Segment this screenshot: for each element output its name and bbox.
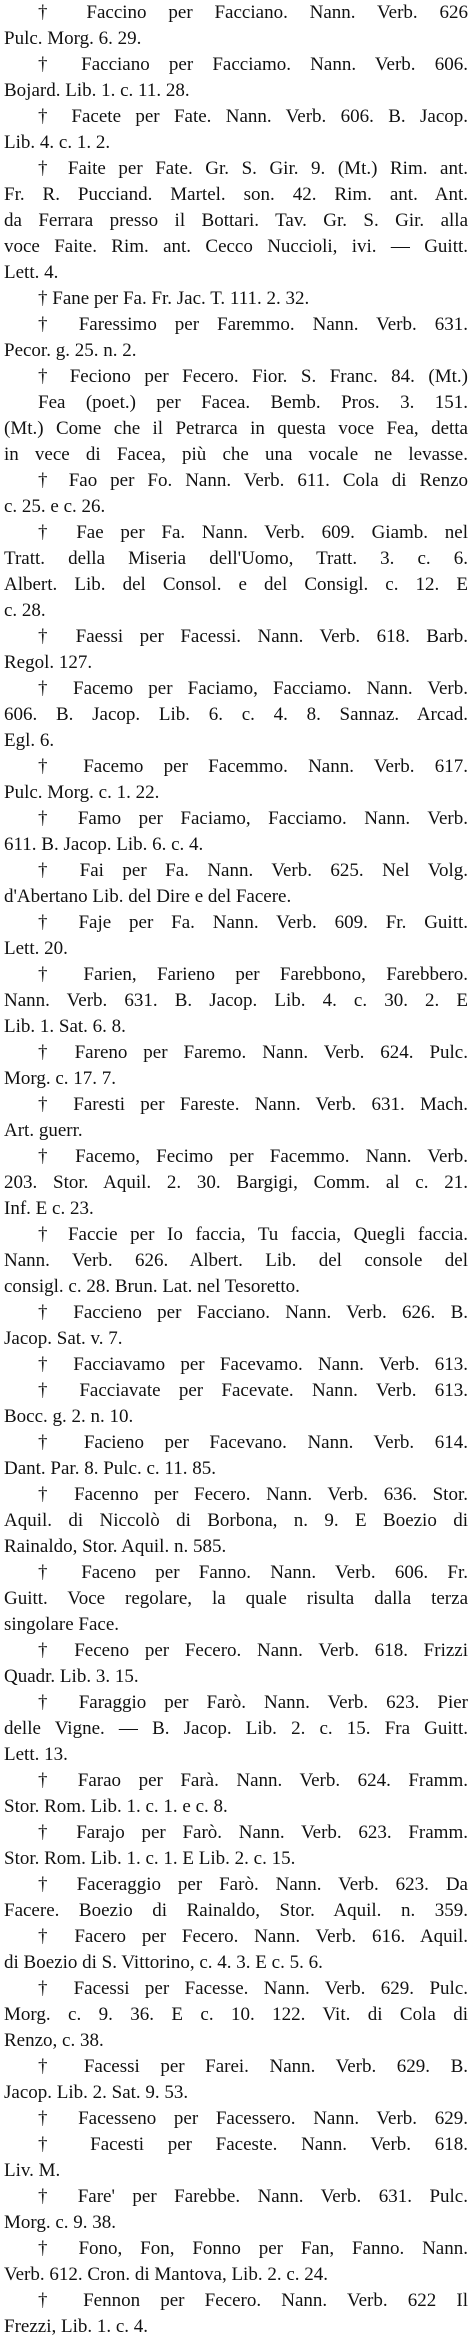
text-line: † Faressimo per Faremmo. Nann. Verb. 631. bbox=[38, 314, 468, 335]
text-line: † Faje per Fa. Nann. Verb. 609. Fr. Guitt. bbox=[38, 912, 468, 933]
text-line: Lib. 4. c. 1. 2. bbox=[4, 132, 111, 153]
text-line: † Fane per Fa. Fr. Jac. T. 111. 2. 32. bbox=[38, 288, 310, 309]
text-line: † Faccino per Facciano. Nann. Verb. 626 bbox=[38, 2, 468, 23]
text-line: Morg. c. 9. 36. E c. 10. 122. Vit. di Cola di bbox=[4, 2004, 468, 2025]
text-line: † Facesseno per Facessero. Nann. Verb. 629. bbox=[38, 2108, 468, 2129]
text-line: † Facessi per Farei. Nann. Verb. 629. B. bbox=[38, 2056, 468, 2077]
text-line: † Facesti per Faceste. Nann. Verb. 618. bbox=[38, 2134, 468, 2155]
text-line: Quadr. Lib. 3. 15. bbox=[4, 1666, 139, 1687]
text-line: 606. B. Jacop. Lib. 6. c. 4. 8. Sannaz. Arcad. bbox=[4, 704, 468, 725]
text-line: d'Abertano Lib. del Dire e del Facere. bbox=[4, 886, 292, 907]
text-line: Stor. Rom. Lib. 1. c. 1. e c. 8. bbox=[4, 1796, 228, 1817]
text-line: † Facciavate per Facevate. Nann. Verb. 613. bbox=[38, 1380, 468, 1401]
text-line: Bojard. Lib. 1. c. 11. 28. bbox=[4, 80, 190, 101]
text-line: Egl. 6. bbox=[4, 730, 55, 751]
text-line: Albert. Lib. del Consol. e del Consigl. c. 12. E bbox=[4, 574, 468, 595]
text-line: † Facenno per Fecero. Nann. Verb. 636. Stor. bbox=[38, 1484, 468, 1505]
text-line: 611. B. Jacop. Lib. 6. c. 4. bbox=[4, 834, 204, 855]
text-line: Facere. Boezio di Rainaldo, Stor. Aquil. n. 359. bbox=[4, 1900, 468, 1921]
text-line: Lib. 1. Sat. 6. 8. bbox=[4, 1016, 126, 1037]
text-line: singolare Face. bbox=[4, 1614, 120, 1635]
text-line: in vece di Facea, più che una vocale ne levasse. bbox=[4, 444, 468, 465]
text-line: † Facciano per Facciamo. Nann. Verb. 606. bbox=[38, 54, 468, 75]
text-line: † Faceraggio per Farò. Nann. Verb. 623. Da bbox=[38, 1874, 468, 1895]
text-line: Art. guerr. bbox=[4, 1120, 83, 1141]
text-line: Pulc. Morg. 6. 29. bbox=[4, 28, 142, 49]
text-line: Tratt. della Miseria dell'Uomo, Tratt. 3. c. 6. bbox=[4, 548, 468, 569]
text-line: † Farien, Farieno per Farebbono, Farebbero. bbox=[38, 964, 468, 985]
text-line: Jacop. Lib. 2. Sat. 9. 53. bbox=[4, 2082, 189, 2103]
text-line: † Facemo, Fecimo per Facemmo. Nann. Verb. bbox=[38, 1146, 468, 1167]
text-line: Rainaldo, Stor. Aquil. n. 585. bbox=[4, 1536, 227, 1557]
text-line: Bocc. g. 2. n. 10. bbox=[4, 1406, 134, 1427]
text-line: Aquil. di Niccolò di Borbona, n. 9. E Boezio di bbox=[4, 1510, 468, 1531]
text-line: † Faessi per Facessi. Nann. Verb. 618. Barb. bbox=[38, 626, 468, 647]
text-line: voce Faite. Rim. ant. Cecco Nuccioli, ivi. — Guitt. bbox=[4, 236, 468, 257]
text-line: † Feciono per Fecero. Fior. S. Franc. 84. (Mt.) bbox=[38, 366, 468, 387]
text-line: † Faccieno per Facciano. Nann. Verb. 626. B. bbox=[38, 1302, 468, 1323]
text-line: Lett. 4. bbox=[4, 262, 59, 283]
text-column bbox=[4, 0, 468, 2340]
text-line: consigl. c. 28. Brun. Lat. nel Tesoretto. bbox=[4, 1276, 300, 1297]
text-line: c. 25. e c. 26. bbox=[4, 496, 106, 517]
text-line: Pecor. g. 25. n. 2. bbox=[4, 340, 137, 361]
text-line: † Fao per Fo. Nann. Verb. 611. Cola di Renzo bbox=[38, 470, 468, 491]
text-line: 203. Stor. Aquil. 2. 30. Bargigi, Comm. al c. 21. bbox=[4, 1172, 468, 1193]
text-line: Verb. 612. Cron. di Mantova, Lib. 2. c. 24. bbox=[4, 2264, 329, 2285]
text-line: † Faraggio per Farò. Nann. Verb. 623. Pier bbox=[38, 1692, 468, 1713]
text-line: (Mt.) Come che il Petrarca in questa voce Fea, detta bbox=[4, 418, 468, 439]
text-line: † Facemo per Faciamo, Facciamo. Nann. Verb. bbox=[38, 678, 468, 699]
text-line: Nann. Verb. 626. Albert. Lib. del console del bbox=[4, 1250, 468, 1271]
text-line: † Facciavamo per Facevamo. Nann. Verb. 613. bbox=[38, 1354, 468, 1375]
text-line: c. 28. bbox=[4, 600, 46, 621]
text-line: † Fai per Fa. Nann. Verb. 625. Nel Volg. bbox=[38, 860, 468, 881]
text-line: † Fareno per Faremo. Nann. Verb. 624. Pulc. bbox=[38, 1042, 468, 1063]
text-line: † Faresti per Fareste. Nann. Verb. 631. Mach. bbox=[38, 1094, 468, 1115]
text-line: † Famo per Faciamo, Facciamo. Nann. Verb. bbox=[38, 808, 468, 829]
text-line: † Facero per Fecero. Nann. Verb. 616. Aquil. bbox=[38, 1926, 468, 1947]
text-line: Nann. Verb. 631. B. Jacop. Lib. 4. c. 30. 2. E bbox=[4, 990, 468, 1011]
text-line: Lett. 20. bbox=[4, 938, 68, 959]
text-line: † Farao per Farà. Nann. Verb. 624. Framm. bbox=[38, 1770, 468, 1791]
text-line: Liv. M. bbox=[4, 2160, 61, 2181]
text-line: Frezzi, Lib. 1. c. 4. bbox=[4, 2316, 149, 2337]
text-line: Regol. 127. bbox=[4, 652, 93, 673]
text-line: Morg. c. 17. 7. bbox=[4, 1068, 117, 1089]
text-line: Pulc. Morg. c. 1. 22. bbox=[4, 782, 160, 803]
text-line: Jacop. Sat. v. 7. bbox=[4, 1328, 123, 1349]
text-line: † Facessi per Facesse. Nann. Verb. 629. Pulc. bbox=[38, 1978, 468, 1999]
text-line: Renzo, c. 38. bbox=[4, 2030, 104, 2051]
text-line: † Facete per Fate. Nann. Verb. 606. B. Jacop. bbox=[38, 106, 468, 127]
text-line: Inf. E c. 23. bbox=[4, 1198, 94, 1219]
text-line: † Facemo per Facemmo. Nann. Verb. 617. bbox=[38, 756, 468, 777]
text-line: † Fono, Fon, Fonno per Fan, Fanno. Nann. bbox=[38, 2238, 468, 2259]
text-line: Morg. c. 9. 38. bbox=[4, 2212, 117, 2233]
text-line: Guitt. Voce regolare, la quale risulta dalla terza bbox=[4, 1588, 468, 1609]
text-line: Stor. Rom. Lib. 1. c. 1. E Lib. 2. c. 15. bbox=[4, 1848, 296, 1869]
text-line: † Feceno per Fecero. Nann. Verb. 618. Frizzi bbox=[38, 1640, 468, 1661]
text-line: Lett. 13. bbox=[4, 1744, 68, 1765]
text-line: di Boezio di S. Vittorino, c. 4. 3. E c. 5. 6. bbox=[4, 1952, 323, 1973]
text-line: † Fennon per Fecero. Nann. Verb. 622 Il bbox=[38, 2290, 468, 2311]
text-line: Fr. R. Pucciand. Martel. son. 42. Rim. ant. Ant. bbox=[4, 184, 468, 205]
text-line: † Fare' per Farebbe. Nann. Verb. 631. Pulc. bbox=[38, 2186, 468, 2207]
text-line: † Faite per Fate. Gr. S. Gir. 9. (Mt.) Rim. ant. bbox=[38, 158, 468, 179]
text-line: † Farajo per Farò. Nann. Verb. 623. Framm. bbox=[38, 1822, 468, 1843]
text-line: † Faccie per Io faccia, Tu faccia, Quegli faccia. bbox=[38, 1224, 468, 1245]
text-line: da Ferrara presso il Bottari. Tav. Gr. S. Gir. alla bbox=[4, 210, 468, 231]
text-line: Fea (poet.) per Facea. Bemb. Pros. 3. 151. bbox=[38, 392, 468, 413]
text-line: delle Vigne. — B. Jacop. Lib. 2. c. 15. Fra Guitt. bbox=[4, 1718, 468, 1739]
text-line: † Facieno per Facevano. Nann. Verb. 614. bbox=[38, 1432, 468, 1453]
text-line: † Fae per Fa. Nann. Verb. 609. Giamb. nel bbox=[38, 522, 468, 543]
text-line: Dant. Par. 8. Pulc. c. 11. 85. bbox=[4, 1458, 216, 1479]
text-line: † Faceno per Fanno. Nann. Verb. 606. Fr. bbox=[38, 1562, 468, 1583]
